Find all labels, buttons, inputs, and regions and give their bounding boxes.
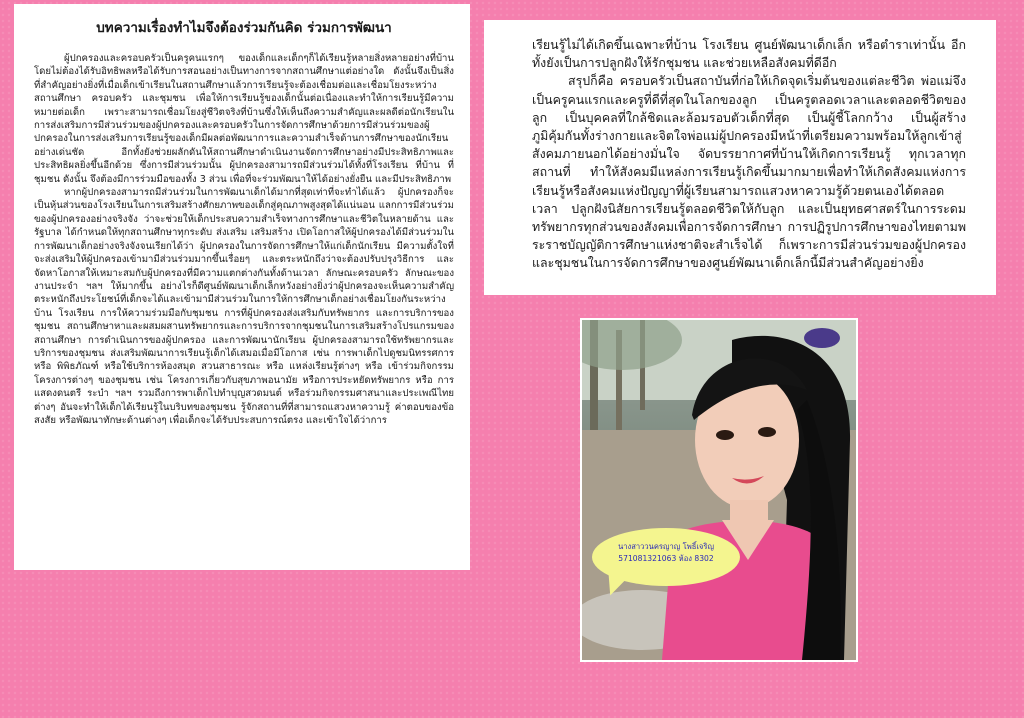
- caption-student-id: 571081321063 ห้อง 8302: [618, 554, 714, 563]
- right-paragraph-2: สรุปก็คือ ครอบครัวเป็นสถาบันที่ก่อให้เกิดจุดเริ่มต้นของแต่ละชีวิต พ่อแม่จึงเป็นครูคนแรกและครูที่ดีที่สุดในโลกของลูก เป็นครูตลอดเวลาและตลอดชีวิตของลูก เป็นบุคคลที่ใกล้ชิดและล้อมรอบตัวเด็กที่สุด เป็นผู้ชี้โลกกว้าง เป็นผู้สร้างภูมิคุ้มกันทั้งร่างกายและจิตใจพ่อแม่ผู้ปกครองมีหน้าที่เตรียมความพร้อมให้ลูกเข้าสู่สังคมภายนอกได้อย่างมั่นใจ จัดบรรยากาศที่บ้านให้เกิดการเรียนรู้ ทุกเวลาทุกสถานที่ ทำให้สังคมมีแหล่งการเรียนรู้เกิดขึ้นมากมายเพื่อทำให้เกิดสังคมแห่งการเรียนรู้หรือสังคมแห่งปัญญาที่ผู้เรียนสามารถแสวงหาความรู้ด้วยตนเองได้ตลอดเวลา ปลูกฝังนิสัยการเรียนรู้ตลอดชีวิตให้กับลูก และเป็นยุทธศาสตร์ในการระดมทรัพยากรทุกส่วนของสังคมเพื่อการจัดการศึกษา การปฏิรูปการศึกษาของไทยตามพระราชบัญญัติการศึกษาแห่งชาติจะสำเร็จได้ ก็เพราะการมีส่วนร่วมของผู้ปกครอง และชุมชนในการจัดการศึกษาของศูนย์พัฒนาเด็กเล็กนี้มีส่วนสำคัญอย่างยิ่ง: [532, 73, 966, 271]
- left-paragraph-2: หากผู้ปกครองสามารถมีส่วนร่วมในการพัฒนาเด็กได้มากที่สุดเท่าที่จะทำได้แล้ว ผู้ปกครองก็จะเป็นหุ้นส่วนของโรงเรียนในการเสริมสร้างศักยภาพของเด็กสู่คุณภาพสูงสุดได้แน่นอน แลกการมีส่วนร่วมของผู้ปกครองอย่างจริงจัง ว่าจะช่วยให้เด็กประสบความสำเร็จทางการศึกษาและชีวิตในหลายด้าน และรัฐบาล ได้กำหนดให้ทุกสถานศึกษาทุกระดับ ส่งเสริม เสริมสร้าง เปิดโอกาสให้ผู้ปกครองได้มีส่วนร่วมในการพัฒนาเด็กอย่างจริงจังจนเรียกได้ว่า ผู้ปกครองในการจัดการศึกษาให้แก่เด็กนักเรียน มีความตั้งใจที่จะส่งเสริมให้ผู้ปกครองเข้ามามีส่วนร่วมมากขึ้นเรื่อยๆ และตระหนักถึงว่าจะต้องปรับปรุงวิธีการ และจัดหาโอกาสให้เหมาะสมกับผู้ปกครองที่มีความแตกต่างกันทั้งด้านเวลา ลักษณะครอบครัว ลักษณะของงานประจำ ฯลฯ ให้มากขึ้น อย่างไรก็ดีศูนย์พัฒนาเด็กเล็กหวังอย่างยิ่งว่าผู้ปกครองจะเห็นความสำคัญ ตระหนักถึงประโยชน์ที่เด็กจะได้และเข้ามามีส่วนร่วมในการให้การศึกษาเด็กอย่างเชื่อมโยงกันระหว่างบ้าน โรงเรียน การให้ความร่วมมือกับชุมชน การที่ผู้ปกครองส่งเสริมกับทรัพยากร และการบริการของชุมชน สถานศึกษาหาและผสมผสานทรัพยากรและการบริการจากชุมชนในการเสริมสร้างโปรแกรมของสถานศึกษา การดำเนินการของผู้ปกครอง และการพัฒนานักเรียน ผู้ปกครองสามารถใช้ทรัพยากรและบริการของชุมชน ส่งเสริมพัฒนาการเรียนรู้เด็กได้เสมอเมื่อมีโอกาส เช่น การพาเด็กไปดูชมนิทรรศการ หรือ พิพิธภัณฑ์ หรือใช้บริการห้องสมุด สวนสาธารณะ หรือ แหล่งเรียนรู้ต่างๆ หรือ เข้าร่วมกิจกรรมโครงการต่างๆ ของชุมชน เช่น โครงการเกี่ยวกับสุขภาพอนามัย หรือการประหยัดทรัพยากร หรือ การแสดงดนตรี ระบำ ฯลฯ รวมถึงการพาเด็กไปทำบุญสวดมนต์ หรือร่วมกิจกรรมศาสนาและประเพณีไทยต่างๆ อันจะทำให้เด็กได้เรียนรู้ในบริบทของชุมชน รู้จักสถานที่ที่สามารถแสวงหาความรู้ ค่าตอบของข้อสงสัย หรือพัฒนาทักษะด้านต่างๆ เพื่อเด็กจะได้รับประสบการณ์ตรง และเข้าใจได้ว่าการ: [34, 187, 454, 426]
- article-title: บทความเรื่องทำไมจึงต้องร่วมกันคิด ร่วมการพัฒนา: [96, 20, 392, 36]
- caption-student-name: นางสาววนครญาญ โพธิ์เจริญ: [618, 542, 714, 551]
- student-portrait-photo-icon: [582, 320, 856, 660]
- portrait-illustration: [582, 320, 856, 660]
- student-photo-frame: [580, 318, 858, 662]
- left-paragraph-1: ผู้ปกครองและครอบครัวเป็นครูคนแรกๆ ของเด็กและเด็กๆก็ได้เรียนรู้หลายสิ่งหลายอย่างที่บ้าน โดยไม่ต้องได้รับอิทธิพลหรือได้รับการสอนอย่างเป็นทางการจากสถานศึกษาแต่อย่างใด ดังนั้นจึงเป็นสิ่งที่สำคัญอย่างยิ่งที่เมื่อเด็กเข้าเรียนในสถานศึกษาแล้วการเรียนรู้จะต้องเชื่อมต่อและเชื่อมโยงระหว่างสถานศึกษา ครอบครัว และชุมชน เพื่อให้การเรียนรู้ของเด็กนั้นต่อเนื่องและทำให้การเรียนรู้มีความหมายต่อเด็ก เพราะสามารถเชื่อมโยงสู่ชีวิตจริงที่บ้านซึ่งให้เห็นถึงความสำคัญและผลดีต่อนักเรียนในการส่งเสริมการมีส่วนร่วมของผู้ปกครองและครอบครัวในการจัดการศึกษาด้วยการมีส่วนร่วมของผู้ปกครองในการส่งเสริมการเรียนรู้ของเด็กมีผลต่อพัฒนาการและความสำเร็จด้านการศึกษาของนักเรียนอย่างเด่นชัด อีกทั้งยังช่วยผลักดันให้สถานศึกษาดำเนินงานจัดการศึกษาอย่างมีประสิทธิภาพและประสิทธิผลยิ่งขึ้นอีกด้วย ซึ่งการมีส่วนร่วมนั้น ผู้ปกครองสามารถมีส่วนร่วมได้ทั้งที่โรงเรียน ที่บ้าน ที่ชุมชน ดังนั้น จึงต้องมีการร่วมมือของทั้ง 3 ส่วน เพื่อที่จะร่วมพัฒนาให้ได้อย่างยั่งยืน และมีประสิทธิภาพ: [34, 53, 454, 185]
- photo-caption-bubble: [592, 528, 740, 586]
- right-paragraph-1: เรียนรู้ไม่ได้เกิดขึ้นเฉพาะที่บ้าน โรงเรียน ศูนย์พัฒนาเด็กเล็ก หรือตำราเท่านั้น อีกทั้งยังเป็นการปลูกฝังให้รักชุมชน และช่วยเหลือสังคมที่ดีอีก: [532, 37, 966, 71]
- left-article-page: [14, 4, 470, 570]
- right-article-page: [484, 20, 996, 295]
